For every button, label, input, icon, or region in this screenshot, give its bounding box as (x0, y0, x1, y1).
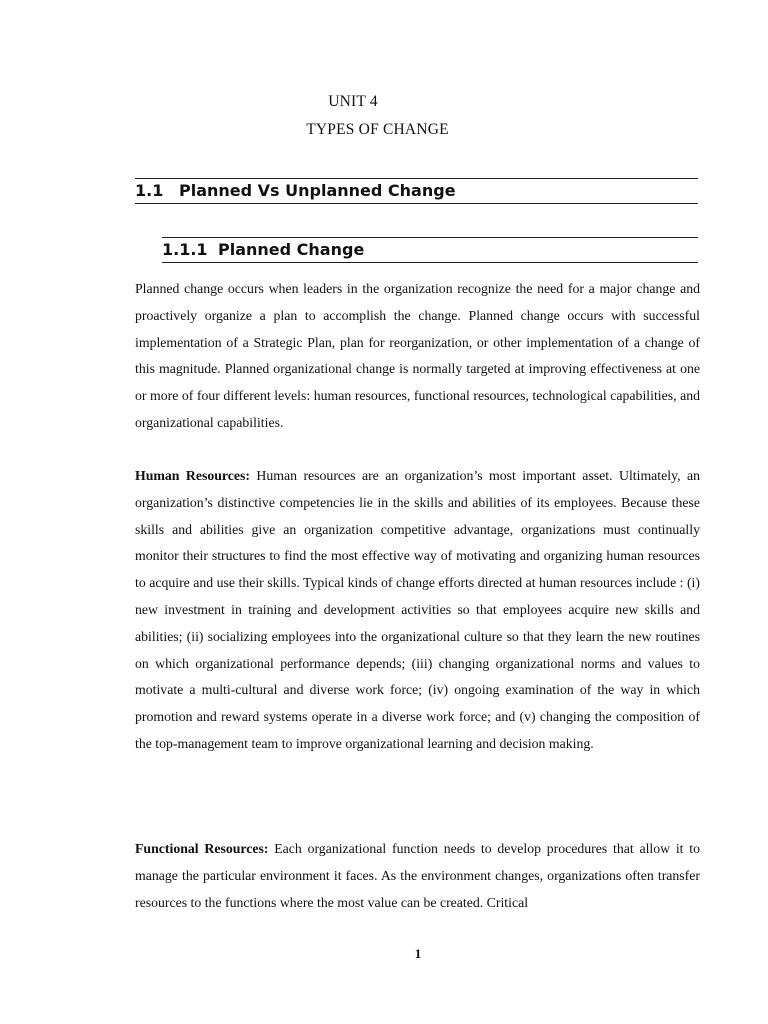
human-resources-text: Human resources are an organization’s most important asset. Ultimately, an organization’s distinctive competencies lie in the skills and abilities of its employees. Because these skills and abilities give an organization competitive advantage, organizations must continually monitor their structures to find the most effective way of motivating and organizing human resources to acquire and use their skills. Typical kinds of change efforts directed at human resources include : (i) new investment in training and development activities so that employees acquire new skills and abilities; (ii) socializing employees into the organizational culture so that they learn the new routines on which organizational performance depends; (iii) changing organizational norms and values to motivate a multi-cultural and diverse work force; (iv) ongoing examination of the way in which promotion and reward systems operate in a diverse work force; and (v) changing the composition of the top-management team to improve organizational learning and decision making. (135, 468, 700, 751)
subsection-title: Planned Change (218, 240, 365, 259)
human-resources-paragraph (135, 463, 700, 758)
subsection-number: 1.1.1 (162, 240, 208, 259)
section-heading (135, 178, 698, 204)
unit-title: TYPES OF CHANGE (306, 121, 449, 138)
intro-paragraph: Planned change occurs when leaders in the organization recognize the need for a major change and proactively organize a plan to accomplish the change. Planned change occurs with successful implementation of a Strategic Plan, plan for reorganization, or other implementation of a change of this magnitude. Planned organizational change is normally targeted at improving effectiveness at one or more of four different levels: human resources, functional resources, technological capabilities, and organizational capabilities. (135, 281, 700, 430)
unit-number: UNIT 4 (328, 93, 378, 110)
unit-header (0, 93, 700, 139)
page-number: 1 (414, 946, 422, 961)
section-number: 1.1 (135, 181, 164, 200)
functional-resources-label: Functional Resources: (135, 841, 269, 856)
functional-resources-text: Each organizational function needs to develop procedures that allow it to manage the particular environment it faces. As the environment changes, organizations often transfer resources to the functions where the most value can be created. Critical (135, 841, 700, 910)
section-title: Planned Vs Unplanned Change (179, 181, 456, 200)
functional-resources-paragraph (135, 836, 700, 916)
human-resources-label: Human Resources: (135, 468, 250, 483)
subsection-heading (162, 237, 698, 263)
